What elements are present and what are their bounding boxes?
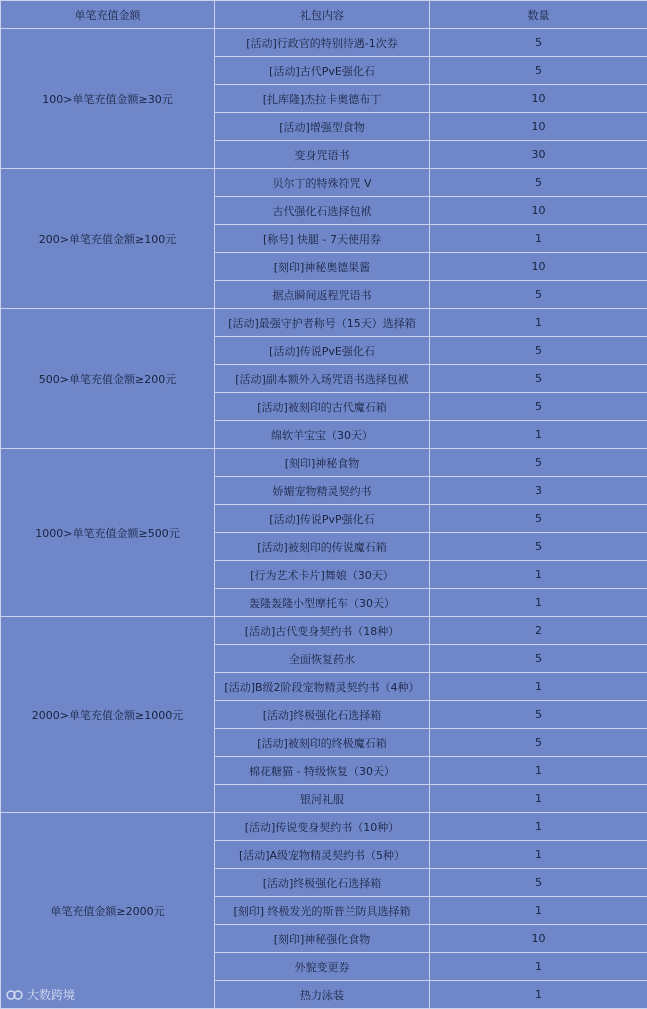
item-name-cell: [活动]终极强化石选择箱 (215, 701, 430, 729)
item-quantity-cell: 5 (430, 337, 647, 365)
item-quantity-cell: 1 (430, 673, 647, 701)
item-name-cell: [活动]行政官的特别待遇-1次券 (215, 29, 430, 57)
item-quantity-cell: 5 (430, 281, 647, 309)
table-row (1, 449, 647, 477)
item-quantity-cell: 5 (430, 729, 647, 757)
item-quantity-cell: 5 (430, 169, 647, 197)
tier-amount-cell: 2000>单笔充值金额≥1000元 (1, 617, 215, 813)
item-quantity-cell: 1 (430, 897, 647, 925)
tier-amount-cell: 100>单笔充值金额≥30元 (1, 29, 215, 169)
item-quantity-cell: 2 (430, 617, 647, 645)
item-quantity-cell: 1 (430, 589, 647, 617)
item-name-cell: [刻印] 终极发光的斯普兰防具选择箱 (215, 897, 430, 925)
item-name-cell: [活动]传说PvP强化石 (215, 505, 430, 533)
item-name-cell: [活动]古代变身契约书（18种） (215, 617, 430, 645)
item-quantity-cell: 5 (430, 505, 647, 533)
header-contents: 礼包内容 (215, 1, 430, 29)
item-name-cell: 古代强化石选择包袱 (215, 197, 430, 225)
watermark (6, 986, 75, 1003)
item-quantity-cell: 5 (430, 29, 647, 57)
item-name-cell: [活动]终极强化石选择箱 (215, 869, 430, 897)
tier-amount-cell: 1000>单笔充值金额≥500元 (1, 449, 215, 617)
item-quantity-cell: 10 (430, 113, 647, 141)
table-row (1, 617, 647, 645)
item-name-cell: 轰隆轰隆小型摩托车（30天） (215, 589, 430, 617)
item-name-cell: 热力泳装 (215, 981, 430, 1009)
item-quantity-cell: 1 (430, 953, 647, 981)
item-name-cell: 绵软羊宝宝（30天） (215, 421, 430, 449)
item-quantity-cell: 10 (430, 197, 647, 225)
item-quantity-cell: 10 (430, 85, 647, 113)
item-quantity-cell: 1 (430, 785, 647, 813)
item-name-cell: [活动]被刻印的传说魔石箱 (215, 533, 430, 561)
item-quantity-cell: 5 (430, 449, 647, 477)
item-name-cell: [刻印]神秘强化食物 (215, 925, 430, 953)
item-quantity-cell: 5 (430, 869, 647, 897)
item-name-cell: [称号] 快腿 - 7天使用券 (215, 225, 430, 253)
item-quantity-cell: 5 (430, 393, 647, 421)
item-name-cell: [活动]传说PvE强化石 (215, 337, 430, 365)
item-name-cell: [活动]传说变身契约书（10种） (215, 813, 430, 841)
tier-amount-cell: 500>单笔充值金额≥200元 (1, 309, 215, 449)
table-row (1, 29, 647, 57)
watermark-logo-icon (6, 988, 24, 1002)
table-row (1, 813, 647, 841)
item-quantity-cell: 5 (430, 57, 647, 85)
item-quantity-cell: 30 (430, 141, 647, 169)
table-row (1, 169, 647, 197)
item-quantity-cell: 5 (430, 365, 647, 393)
item-name-cell: 贝尔丁的特殊符咒 V (215, 169, 430, 197)
item-quantity-cell: 1 (430, 225, 647, 253)
header-amount: 单笔充值金额 (1, 1, 215, 29)
item-name-cell: [活动]古代PvE强化石 (215, 57, 430, 85)
item-quantity-cell: 1 (430, 981, 647, 1009)
item-quantity-cell: 5 (430, 645, 647, 673)
item-name-cell: [扎库隆]杰拉卡奥德布丁 (215, 85, 430, 113)
item-name-cell: [刻印]神秘奥德果酱 (215, 253, 430, 281)
item-name-cell: [活动]增强型食物 (215, 113, 430, 141)
item-quantity-cell: 3 (430, 477, 647, 505)
item-name-cell: 变身咒语书 (215, 141, 430, 169)
table-row (1, 309, 647, 337)
item-quantity-cell: 1 (430, 841, 647, 869)
item-name-cell: [行为艺术卡片]舞娘（30天） (215, 561, 430, 589)
item-name-cell: [活动]被刻印的终极魔石箱 (215, 729, 430, 757)
tier-amount-cell: 单笔充值金额≥2000元 (1, 813, 215, 1009)
item-name-cell: 棉花糖猫 - 特级恢复（30天） (215, 757, 430, 785)
item-quantity-cell: 10 (430, 253, 647, 281)
item-quantity-cell: 1 (430, 421, 647, 449)
item-name-cell: 据点瞬间返程咒语书 (215, 281, 430, 309)
item-name-cell: 娇媚宠物精灵契约书 (215, 477, 430, 505)
table-header-row (1, 1, 647, 29)
item-name-cell: [活动]副本额外入场咒语书选择包袱 (215, 365, 430, 393)
item-name-cell: [活动]A级宠物精灵契约书（5种） (215, 841, 430, 869)
item-quantity-cell: 1 (430, 813, 647, 841)
item-quantity-cell: 1 (430, 309, 647, 337)
item-name-cell: [刻印]神秘食物 (215, 449, 430, 477)
item-name-cell: 银河礼服 (215, 785, 430, 813)
table-body (1, 29, 647, 1009)
item-name-cell: [活动]被刻印的古代魔石箱 (215, 393, 430, 421)
item-name-cell: [活动]最强守护者称号（15天）选择箱 (215, 309, 430, 337)
item-name-cell: [活动]B级2阶段宠物精灵契约书（4种） (215, 673, 430, 701)
item-quantity-cell: 1 (430, 757, 647, 785)
watermark-text: 大数跨境 (27, 986, 75, 1003)
item-name-cell: 全面恢复药水 (215, 645, 430, 673)
item-quantity-cell: 5 (430, 701, 647, 729)
tier-amount-cell: 200>单笔充值金额≥100元 (1, 169, 215, 309)
item-name-cell: 外貌变更券 (215, 953, 430, 981)
item-quantity-cell: 1 (430, 561, 647, 589)
item-quantity-cell: 5 (430, 533, 647, 561)
item-quantity-cell: 10 (430, 925, 647, 953)
header-quantity: 数量 (430, 1, 647, 29)
